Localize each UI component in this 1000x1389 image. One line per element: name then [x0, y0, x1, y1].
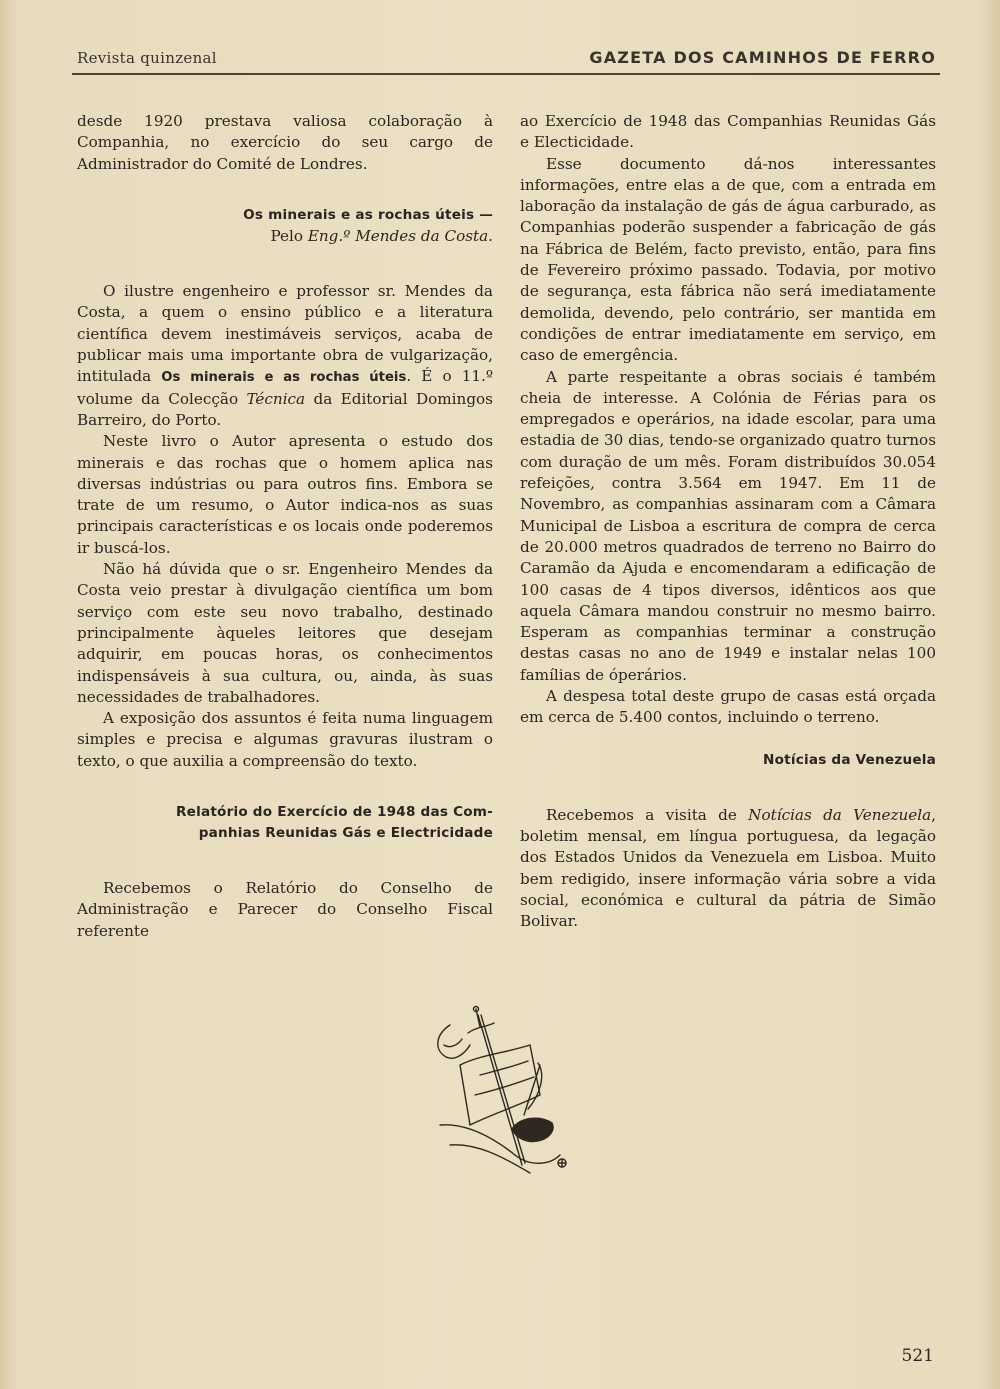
byline-prefix: Pelo [270, 226, 308, 245]
section-title-relatorio [77, 802, 493, 844]
paragraph [520, 805, 936, 933]
book-title: Os minerais e as rochas úteis [161, 370, 407, 386]
paragraph-text: Recebemos a visita de [546, 805, 749, 824]
section-byline [77, 226, 493, 247]
paragraph: ao Exercício de 1948 das Companhias Reunidas Gás e Electicidade. [520, 112, 936, 152]
left-flourish [438, 1025, 470, 1058]
running-head-title: GAZETA DOS CAMINHOS DE FERRO [589, 48, 936, 67]
flag-cloth [460, 1045, 540, 1125]
paragraph-text: O ilustre engenheiro e professor sr. Mendes da Costa, a quem o ensino público e a literatura científica devem inestimáveis serviços, acaba de publicar mais uma importante obra de vulgarização, intitulada [77, 282, 493, 386]
paragraph-text: . É o 11.º volume da Colecção [77, 367, 493, 408]
section-title-venezuela: Notícias da Venezuela [763, 751, 936, 768]
paragraph: A despesa total deste grupo de casas está orçada em cerca de 5.400 contos, incluindo o terreno. [520, 687, 936, 727]
paragraph: Recebemos o Relatório do Conselho de Administração e Parecer do Conselho Fiscal referente [77, 879, 493, 940]
paragraph: Não há dúvida que o sr. Engenheiro Mendes da Costa veio prestar à divulgação científica um bom serviço com este seu novo trabalho, destinado principalmente àqueles leitores que desejam adquirir, em poucas horas, os conhecimentos indispensáveis à sua cultura, ou, ainda, às suas necessidades de trabalhadores. [77, 560, 493, 706]
paragraph: desde 1920 prestava valiosa colaboração à Companhia, no exercício do seu cargo de Administrador do Comité de Londres. [77, 112, 493, 173]
bulletin-name: Notícias da Venezuela [748, 805, 932, 824]
page-number: 521 [901, 1346, 934, 1366]
byline-author: Eng.º Mendes da Costa. [307, 226, 493, 245]
header-rule [72, 73, 940, 75]
sword-blade [478, 1015, 522, 1165]
section-title-minerais: Os minerais e as rochas úteis — [243, 206, 493, 223]
paragraph: Esse documento dá-nos interessantes informações, entre elas a de que, com a entrada em laboração da instalação de gás de água carburado, as Companhias poderão suspender a fabricação de gás na Fábrica de Belém, facto previsto, então, para fins de Fevereiro próximo passado. Todavia, por motivo de segurança, esta fábrica não será imediatamente demolida, devendo, pelo contrário, ser mantida em condições de entrar imediatamente em serviço, em caso de emergência. [520, 154, 936, 365]
paragraph: A exposição dos assuntos é feita numa linguagem simples e precisa e algumas gravuras ilustram o texto, o que auxilia a compreensão do texto. [77, 709, 493, 770]
paragraph [77, 281, 493, 431]
section-title-line: panhias Reunidas Gás e Electricidade [198, 825, 493, 842]
running-head-left: Revista quinzenal [77, 49, 217, 67]
left-column [77, 111, 493, 942]
paragraph-text: , boletim mensal, em língua portuguesa, da legação dos Estados Unidos da Venezuela em Lisboa. Muito bem redigido, insere informação vária sobre a vida social, económica e cultural da pátria de Simão Bolivar. [520, 805, 936, 931]
paragraph: A parte respeitante a obras sociais é também cheia de interesse. A Colónia de Férias para os empregados e operários, na idade escolar, para uma estadia de 30 dias, tendo-se organizado quatro turnos com duração de um mês. Foram distribuídos 30.054 refeições, contra 3.564 em 1947. Em 11 de Novembro, as companhias assinaram com a Câmara Municipal de Lisboa a escritura de compra de cerca de 20.000 metros quadrados de terreno no Bairro do Caramão da Ajuda e encomendaram a edificação de 100 casas de 4 tipos diversos, idênticos aos que aquela Câmara mandou construir no mesmo bairro. Esperam as companhias terminar a construção destas casas no ano de 1949 e instalar nelas 100 famílias de óperários. [520, 367, 936, 684]
right-column [520, 111, 936, 932]
paragraph: Neste livro o Autor apresenta o estudo dos minerais e das rochas que o homem aplica nas diversas indústrias ou para outros fins. Embora se trate de um resumo, o Autor indica-nos as suas principais características e os locais onde poderemos ir buscá-los. [77, 432, 493, 557]
paragraph-text: da Editorial Domingos Barreiro, do Porto. [77, 389, 493, 429]
sword-and-flag-vignette [420, 1005, 580, 1180]
collection-name: Técnica [246, 389, 306, 408]
section-title-line: Relatório do Exercício de 1948 das Com- [176, 804, 493, 821]
